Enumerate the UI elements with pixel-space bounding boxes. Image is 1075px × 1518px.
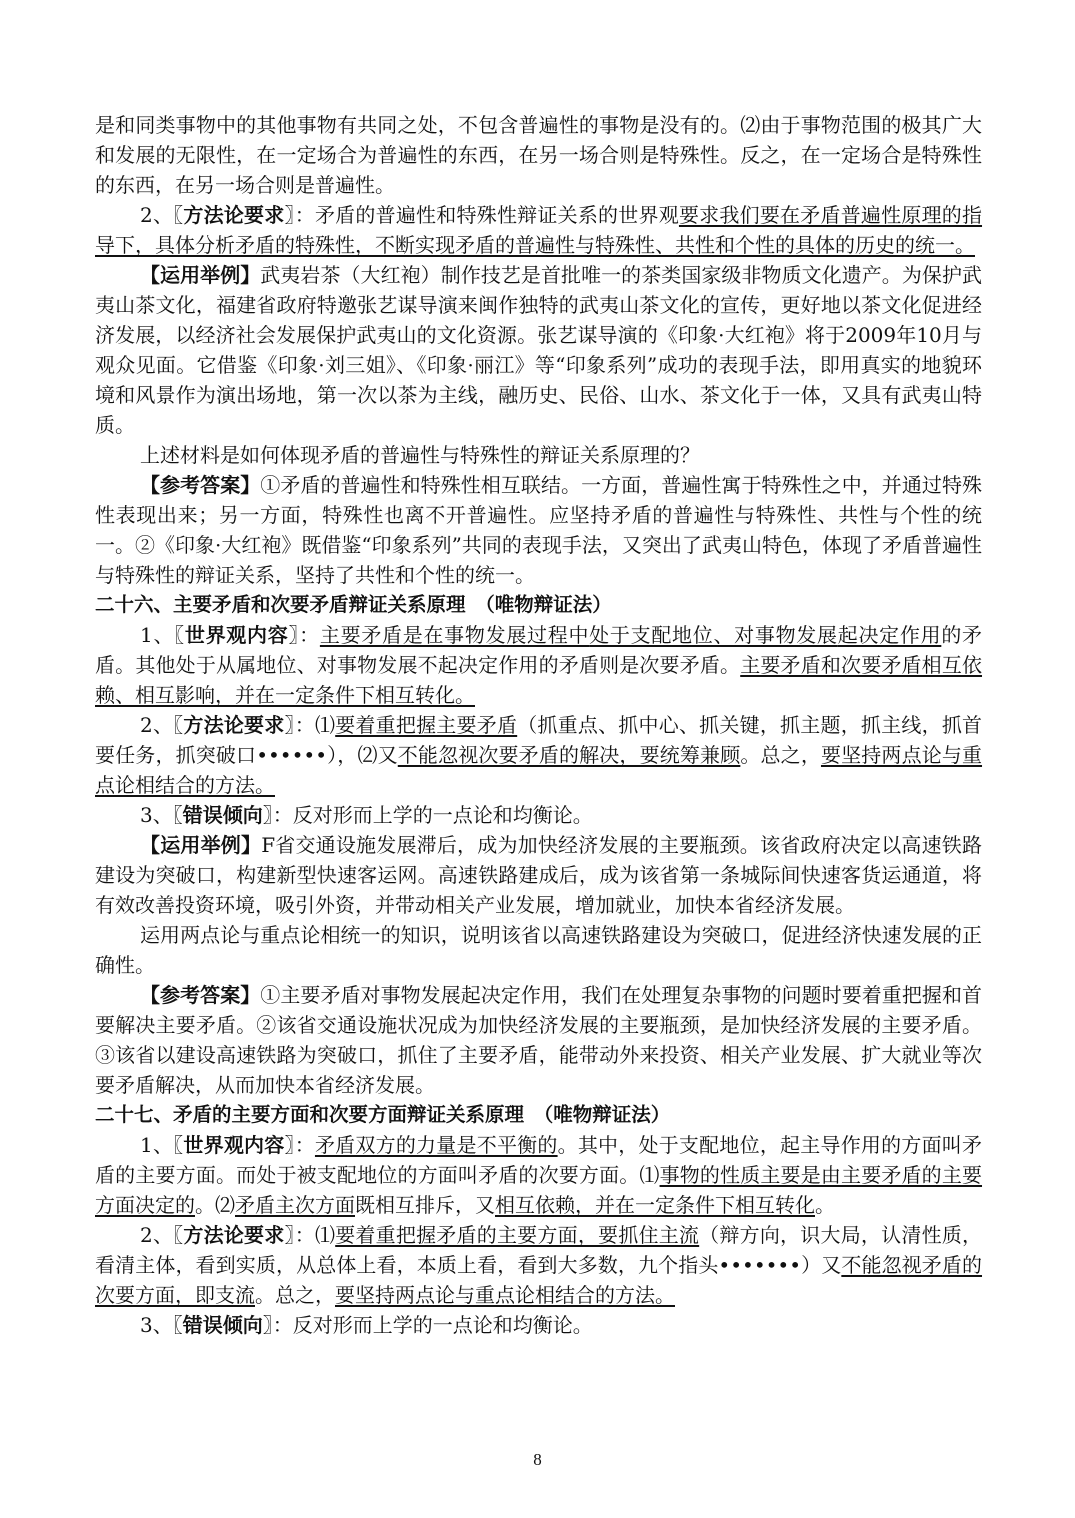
item-number: 3、〖 [140,803,183,827]
page-number: 8 [533,1450,542,1469]
underlined-text: 矛盾双方的力量是不平衡的 [314,1133,558,1157]
worldview-paragraph [95,620,982,710]
methodology-text: 。总之， [255,1283,335,1307]
answer-paragraph [95,470,982,590]
item-number: 3、〖 [140,1313,183,1337]
paragraph-text: 是和同类事物中的其他事物有共同之处，不包含普遍性的事物是没有的。⑵由于事物范围的极其广大和发展的无限性，在一定场合为普遍性的东西，在另一场合则是特殊性。反之，在一定场合是特殊性的东西，在另一场合则是普遍性。 [95,113,982,197]
example-text: 武夷岩茶（大红袍）制作技艺是首批唯一的茶类国家级非物质文化遗产。为保护武夷山茶文化，福建省政府特邀张艺谋导演来闽作独特的武夷山茶文化的宣传，更好地以茶文化促进经济发展，以经济社会发展保护武夷山的文化资源。张艺谋导演的《印象·大红袍》将于2009年10月与观众见面。它借鉴《印象·刘三姐》、《印象·丽江》等“印象系列”成功的表现手法，即用真实的地貌环境和风景作为演出场地，第一次以茶为主线，融历史、民俗、山水、茶文化于一体，又具有武夷山特质。 [95,263,983,437]
methodology-label: 方法论要求 [183,713,285,737]
item-number: 2、〖 [140,713,184,737]
item-number: 2、〖 [140,203,184,227]
underlined-text: 主要矛盾和次要矛盾相互依赖、相互影响，并在一定条件下相互转化。 [95,653,983,707]
item-number: 2、〖 [140,1223,184,1247]
underlined-text: 要着重把握矛盾的主要方面，要抓住主流 [335,1223,700,1247]
label-bracket: 〗： [262,1313,293,1337]
label-bracket: 〗： [262,803,293,827]
error-tendency-text: 反对形而上学的一点论和均衡论。 [292,803,593,827]
answer-paragraph [95,980,982,1100]
worldview-label: 世界观内容 [184,623,289,647]
answer-text: ①矛盾的普遍性和特殊性相互联结。一方面，普遍性寓于特殊性之中，并通过特殊性表现出来；另一方面，特殊性也离不开普遍性。应坚持矛盾的普遍性与特殊性、共性与个性的统一。②《印象·大红袍》既借鉴“印象系列”共同的表现手法，又突出了武夷山特色，体现了矛盾普遍性与特殊性的辩证关系，坚持了共性和个性的统一。 [95,473,983,587]
methodology-text: ⑴ [314,713,336,737]
methodology-paragraph [95,710,982,800]
underlined-text: 起决定作用 [837,623,942,647]
paragraph-continuation [95,110,982,200]
example-paragraph [95,830,982,920]
worldview-text: 的矛盾。其他处于从属地位、对事物发展不起决定作用的矛盾则是次要矛盾。 [95,623,983,677]
methodology-text: 矛盾的普遍性和特殊性辩证关系的世界观 [314,203,679,227]
error-tendency-label: 错误倾向 [182,1313,263,1337]
worldview-text: 。 [815,1193,835,1217]
question-paragraph [95,920,982,980]
worldview-paragraph [95,1130,982,1220]
worldview-text: 。⑵ [195,1193,235,1217]
underlined-text: 不能忽视矛盾的次要方面，即支流 [95,1253,983,1307]
answer-text: ①主要矛盾对事物发展起决定作用，我们在处理复杂事物的问题时要着重把握和首要解决主要矛盾。②该省交通设施状况成为加快经济发展的主要瓶颈，是加快经济发展的主要矛盾。③该省以建设高速铁路为突破口，抓住了主要矛盾，能带动外来投资、相关产业发展、扩大就业等次要矛盾解决，从而加快本省经济发展。 [95,983,983,1097]
example-paragraph [95,260,982,440]
error-tendency-paragraph [95,800,982,830]
underlined-text: 处于支配地位、对事物发展 [589,623,838,647]
question-paragraph [95,440,982,470]
worldview-text: 既相互排斥，又 [355,1193,495,1217]
section-heading-26: 二十六、主要矛盾和次要矛盾辩证关系原理 （唯物辩证法） [95,593,612,616]
methodology-paragraph [95,1220,982,1310]
error-tendency-label: 错误倾向 [182,803,263,827]
label-bracket: 〗： [284,1223,315,1247]
answer-label: 【参考答案】 [140,473,261,497]
worldview-text: 。其中，处于支配地位，起主导作用的方面叫矛盾的主要方面。而处于被支配地位的方面叫矛盾的次要方面。⑴ [95,1133,983,1187]
label-bracket: 〗： [284,203,315,227]
underlined-text: 主要矛盾是在事物发展过程中 [319,623,590,647]
question-text: 上述材料是如何体现矛盾的普遍性与特殊性的辩证关系原理的？ [140,443,700,467]
document-page [95,110,982,1340]
label-bracket: 〗： [284,1133,315,1157]
methodology-text: （抓重点、抓中心、抓关键，抓主题，抓主线，抓首要任务，抓突破口••••••），⑵又 [95,713,983,767]
answer-label: 【参考答案】 [140,983,261,1007]
underlined-text: 不能忽视次要矛盾的解决，要统筹兼顾 [397,743,741,767]
underlined-text: 要坚持两点论与重点论相结合的方法。 [95,743,983,797]
worldview-label: 世界观内容 [183,1133,285,1157]
section-heading-27: 二十七、矛盾的主要方面和次要方面辩证关系原理 （唯物辩证法） [95,1103,671,1126]
error-tendency-paragraph [95,1310,982,1340]
underlined-text: 相互依赖，并在一定条件下相互转化 [495,1193,815,1217]
underlined-text: 要坚持两点论与重点论相结合的方法。 [335,1283,675,1307]
example-text: F省交通设施发展滞后，成为加快经济发展的主要瓶颈。该省政府决定以高速铁路建设为突破口，构建新型快速客运网。高速铁路建成后，成为该省第一条城际间快速客货运通道，将有效改善投资环境，吸引外资，并带动相关产业发展，增加就业，加快本省经济发展。 [95,833,982,917]
underlined-text: 要着重把握主要矛盾 [335,713,518,737]
methodology-text: （辩方向，识大局，认清性质，看清主体，看到实质，从总体上看，本质上看，看到大多数，九个指头•••••••）又 [95,1223,983,1277]
example-label: 【运用举例】 [140,263,261,287]
methodology-text: 。总之， [740,743,821,767]
item-number: 1、〖 [140,1133,184,1157]
methodology-text: ⑴ [314,1223,336,1247]
methodology-paragraph [95,200,982,260]
label-bracket: 〗： [288,623,320,647]
error-tendency-text: 反对形而上学的一点论和均衡论。 [292,1313,593,1337]
example-label: 【运用举例】 [140,833,262,857]
underlined-text: 矛盾主次方面 [235,1193,355,1217]
question-text: 运用两点论与重点论相统一的知识，说明该省以高速铁路建设为突破口，促进经济快速发展的正确性。 [95,923,982,977]
methodology-label: 方法论要求 [183,1223,285,1247]
label-bracket: 〗： [284,713,315,737]
underlined-text: 事物的性质主要是由主要矛盾的主要方面决定的 [95,1163,983,1217]
underlined-text: 要求我们要在矛盾普遍性原理的指导下，具体分析矛盾的特殊性，不断实现矛盾的普遍性与特殊性、共性和个性的具体的历史的统一。 [95,203,983,257]
item-number: 1、〖 [140,623,185,647]
methodology-label: 方法论要求 [183,203,285,227]
